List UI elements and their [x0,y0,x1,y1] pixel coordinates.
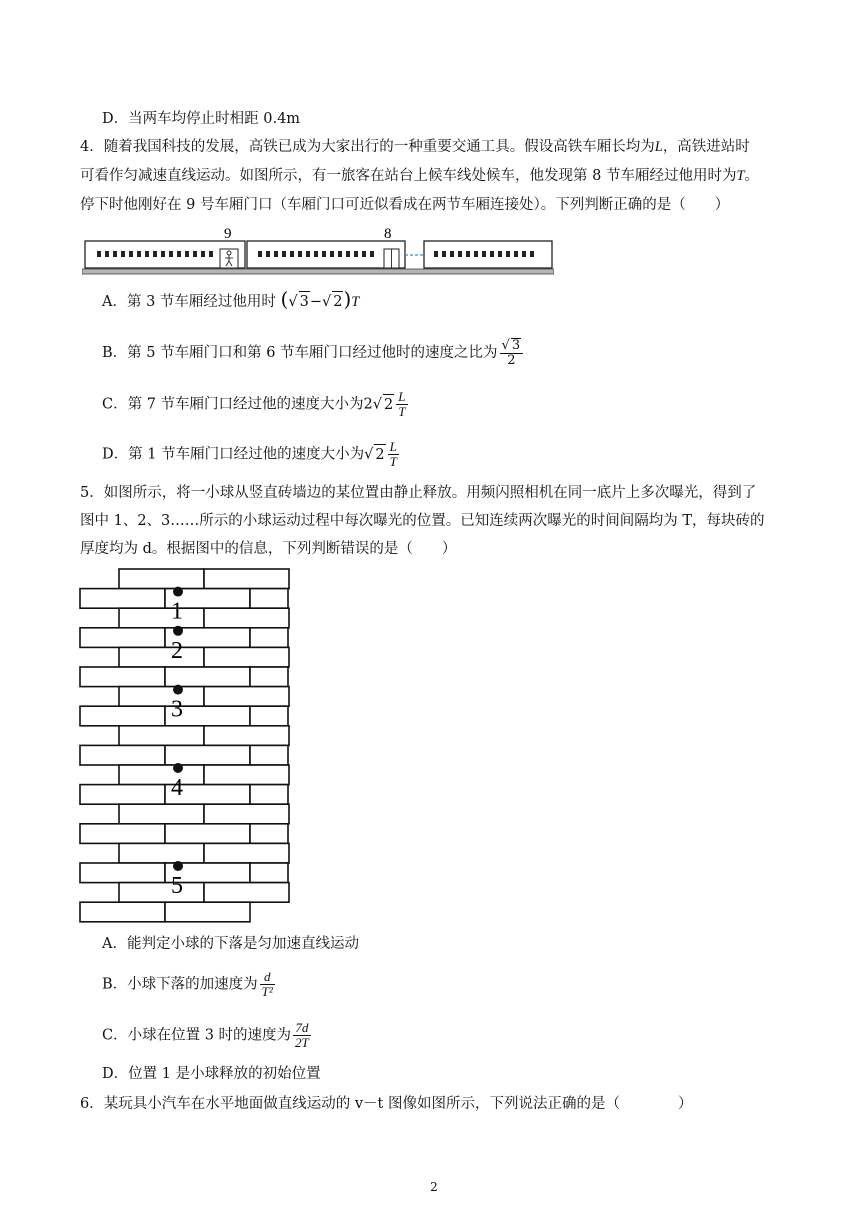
q4-stem-line2: 可看作匀减速直线运动。如图所示，有一旅客在站台上候车线处候车，他发现第 8 节车厢经过他用时为T。 [80,168,760,184]
q4-train-figure [82,222,554,278]
brick [80,667,165,687]
brick [204,726,289,746]
brick [80,589,165,609]
car-label-8: 8 [384,226,392,242]
q4-option-c: C．第 7 节车厢门口经过他的速度大小为2√ 2 $\frac{L}{T}$ [102,389,406,419]
ball-position [173,685,183,695]
q5-stem-line3: 厚度均为 d。根据图中的信息，下列判断错误的是（ ） [80,541,457,557]
ball-position [173,763,183,773]
brick [119,569,204,589]
q5-option-a: A．能判定小球的下落是匀加速直线运动 [102,936,359,952]
brick [119,765,204,785]
ball-position [173,861,183,871]
brick [204,608,289,628]
brick [204,687,289,707]
brick [250,785,288,805]
brick [204,804,289,824]
brick [250,863,288,883]
q4-option-b: B．第 5 节车厢门口和第 6 节车厢门口经过他时的速度之比为 $\frac{√ 3}{2}$ [102,338,525,368]
brick [165,667,250,687]
ball-label: 3 [171,696,183,723]
q3-option-d: D．当两车均停止时相距 0.4m [102,111,301,127]
q4-stem-line1: 4．随着我国科技的发展，高铁已成为大家出行的一种重要交通工具。假设高铁车厢长均为L，高铁进站时 [80,139,750,155]
brick [165,824,250,844]
ball-label: 1 [171,598,183,625]
brick [250,589,288,609]
brick [250,706,288,726]
page-number: 2 [430,1180,438,1194]
ball-position [173,626,183,636]
brick [204,569,289,589]
ball-label: 2 [171,637,183,664]
q5-option-b: B．小球下落的加速度为 $\frac{d}{\text{T²}}$ [102,969,273,999]
q4-option-d: D．第 1 节车厢门口经过他的速度大小为√ 2 $\frac{L}{T}$ [102,439,397,469]
brick [204,843,289,863]
brick [119,843,204,863]
brick [80,745,165,765]
brick [119,647,204,667]
brick [119,608,204,628]
q5-option-c: C．小球在位置 3 时的速度为 $\frac{7d}{2T}$ [102,1020,309,1050]
brick [165,745,250,765]
ball-position [173,587,183,597]
car-label-9: 9 [224,226,232,242]
brick [80,785,165,805]
brick [119,883,204,903]
brick [119,726,204,746]
brick [80,706,165,726]
brick [204,883,289,903]
ball-label: 5 [171,873,183,899]
brick [250,824,288,844]
brick [80,863,165,883]
brick [250,745,288,765]
brick [119,804,204,824]
q4-stem-line3: 停下时他刚好在 9 号车厢门口（车厢门口可近似看成在两节车厢连接处）。下列判断正确的是（ ） [80,197,730,213]
q4-option-a: A．第 3 节车厢经过他用时 (√ 3−√ 2)T [102,287,360,311]
ball-label: 4 [171,775,183,801]
brick [119,687,204,707]
brick [250,667,288,687]
brick [80,824,165,844]
q5-stem-line1: 5．如图所示，将一小球从竖直砖墙边的某位置由静止释放。用频闪照相机在同一底片上多次曝光，得到了 [80,485,757,501]
brick [80,902,165,922]
q6-stem: 6．某玩具小汽车在水平地面做直线运动的 v－t 图像如图所示，下列说法正确的是（ ） [80,1096,693,1112]
brick [80,628,165,648]
brick [250,628,288,648]
q5-option-d: D．位置 1 是小球释放的初始位置 [102,1066,321,1082]
q5-brick-wall-figure [76,565,292,925]
brick [165,902,250,922]
q5-stem-line2: 图中 1、2、3……所示的小球运动过程中每次曝光的位置。已知连续两次曝光的时间间隔均为 T，每块砖的 [80,513,765,529]
brick [204,765,289,785]
brick [204,647,289,667]
